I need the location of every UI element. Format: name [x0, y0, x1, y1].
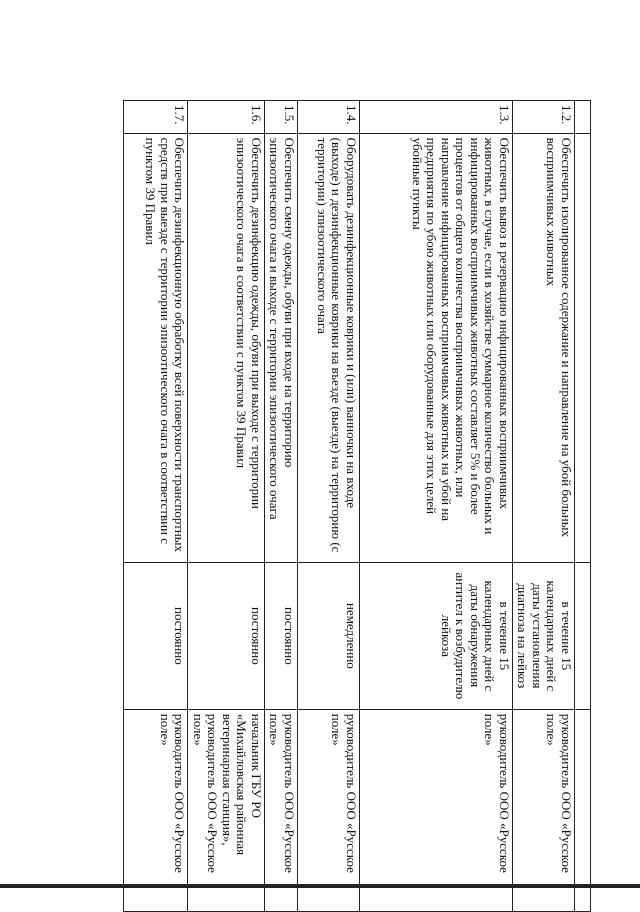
row-number: 1.2.	[513, 101, 575, 134]
row-term: постоянно	[124, 563, 188, 710]
row-responsible: руководитель ООО «Русское поле»	[360, 709, 513, 911]
row-term: немедленно	[298, 563, 360, 710]
row-action: Обеспечить изолированное содержание и направление на убой больных восприимчивых животных	[513, 133, 575, 562]
table-row	[265, 101, 298, 912]
row-action: Обеспечить смену одежды, обуви при входе на территорию эпизоотического очага и выходе с территории эпизоотического очага	[265, 133, 298, 562]
row-action: Обеспечить вывоз в резервацию инфицированных восприимчивых животных, в случае, если в хозяйстве суммарное количество больных и инфицированных восприимчивых животных составляет 5% и более процентов от общего количества восприимчивых животных, или направление инфицированных восприимчивых животных на убой на предприятия по убою животных или оборудованные для этих целей убойные пункты	[360, 133, 513, 562]
table-row	[360, 101, 513, 912]
row-term: в течение 15 календарных дней с даты установления диагноза на лейкоз	[513, 563, 575, 710]
row-number: 1.6.	[188, 101, 265, 134]
row-action: Оборудовать дезинфекционные коврики и (или) ванночки на входе (выходе) и дезинфекционные коврики на въезде (выезде) на территорию (с территории) эпизоотического очага	[298, 133, 360, 562]
row-action: Обеспечить дезинфекцию одежды, обуви при выходе с территории эпизоотического очага в соответствии с пунктом 39 Правил	[188, 133, 265, 562]
table-row-previous-continuation	[575, 101, 591, 912]
row-term: в течение 15 календарных дней с даты обнаружения антител к возбудителю лейкоза	[360, 563, 513, 710]
table-row	[124, 101, 188, 912]
row-number: 1.3.	[360, 101, 513, 134]
row-responsible: руководитель ООО «Русское поле»	[513, 709, 575, 911]
row-number: 1.7.	[124, 101, 188, 134]
row-responsible: начальник ГБУ РО «Михайловская районная ветеринарная станция», руководитель ООО «Русское поле»	[188, 709, 265, 911]
row-responsible: руководитель ООО «Русское поле»	[265, 709, 298, 911]
row-number: 1.4.	[298, 101, 360, 134]
measures-table	[124, 100, 592, 912]
row-responsible: руководитель ООО «Русское поле»	[298, 709, 360, 911]
table-row	[188, 101, 265, 912]
row-action: Обеспечить дезинфекционную обработку всей поверхности транспортных средств при выезде с территории эпизоотического очага в соответствии с пунктом 39 Правил	[124, 133, 188, 562]
row-responsible: руководитель ООО «Русское поле»	[124, 709, 188, 911]
table-row	[513, 101, 575, 912]
table-row	[298, 101, 360, 912]
row-term: постоянно	[265, 563, 298, 710]
row-term: постоянно	[188, 563, 265, 710]
scan-edge-line	[0, 884, 640, 888]
row-number: 1.5.	[265, 101, 298, 134]
